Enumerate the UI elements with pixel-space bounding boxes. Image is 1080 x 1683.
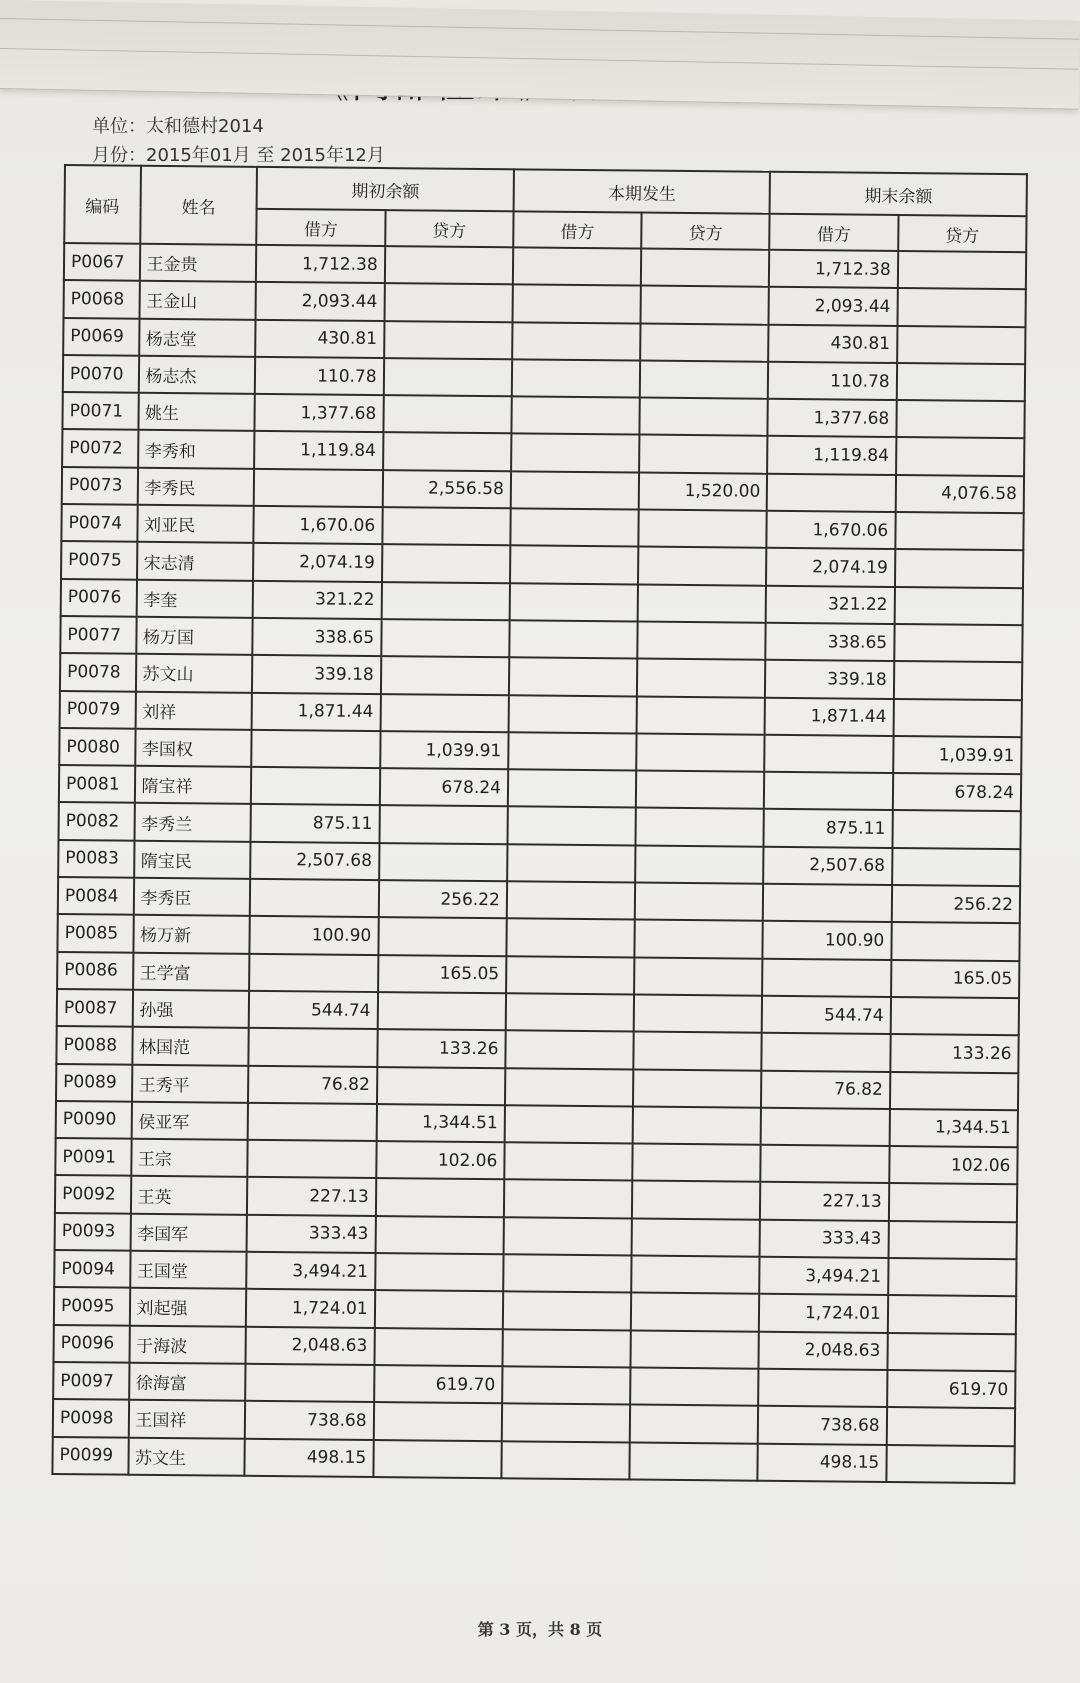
- cell-closing-debit: 1,724.01: [759, 1294, 888, 1333]
- cell-code: P0068: [64, 280, 140, 318]
- balance-table: [51, 164, 1028, 1484]
- cell-current-debit: [506, 919, 635, 958]
- header-closing-debit: 借方: [770, 214, 899, 251]
- cell-name: 李秀和: [138, 430, 255, 468]
- cell-closing-credit: [896, 400, 1025, 439]
- cell-opening-credit: 165.05: [378, 955, 507, 994]
- cell-name: 宋志清: [137, 542, 254, 580]
- header-opening-credit: 贷方: [385, 210, 514, 247]
- cell-opening-credit: [373, 1440, 502, 1479]
- cell-opening-credit: [383, 433, 512, 472]
- cell-closing-credit: [890, 1072, 1019, 1111]
- table-body: [52, 243, 1026, 1483]
- cell-closing-debit: [761, 1145, 890, 1184]
- header-closing: 期末余额: [770, 172, 1027, 216]
- cell-opening-debit: 1,377.68: [255, 394, 384, 433]
- cell-opening-credit: [373, 1402, 502, 1441]
- cell-opening-debit: 76.82: [248, 1065, 377, 1104]
- cell-name: 王金山: [139, 281, 256, 319]
- cell-opening-debit: [248, 1103, 377, 1142]
- cell-closing-credit: 256.22: [891, 885, 1020, 924]
- cell-current-debit: [509, 658, 638, 697]
- cell-current-credit: [636, 771, 765, 810]
- cell-name: 苏文山: [135, 654, 252, 692]
- cell-closing-debit: [762, 1033, 891, 1072]
- cell-closing-debit: 76.82: [761, 1070, 890, 1109]
- cell-current-credit: [631, 1293, 760, 1332]
- cell-name: 王国祥: [128, 1400, 245, 1438]
- cell-name: 隋宝祥: [134, 766, 251, 804]
- cell-opening-debit: 1,871.44: [252, 692, 381, 731]
- cell-name: 杨志杰: [138, 356, 255, 394]
- cell-current-debit: [502, 1329, 631, 1368]
- cell-code: P0098: [53, 1399, 129, 1437]
- cell-name: 杨万国: [136, 617, 253, 655]
- cell-current-debit: [503, 1217, 632, 1256]
- cell-closing-credit: [897, 326, 1026, 365]
- cell-current-debit: [511, 434, 640, 473]
- cell-code: P0097: [53, 1362, 129, 1400]
- cell-opening-debit: 1,670.06: [254, 506, 383, 545]
- cell-current-credit: [630, 1442, 759, 1481]
- cell-name: 杨志堂: [139, 318, 256, 356]
- cell-current-debit: [503, 1292, 632, 1331]
- cell-closing-debit: 1,670.06: [767, 511, 896, 550]
- cell-name: 王秀平: [132, 1064, 249, 1102]
- cell-closing-debit: 1,119.84: [767, 436, 896, 475]
- cell-current-debit: [512, 359, 641, 398]
- cell-current-debit: [506, 956, 635, 995]
- cell-current-credit: [636, 733, 765, 772]
- cell-name: 于海波: [129, 1325, 246, 1363]
- cell-closing-debit: 498.15: [758, 1443, 887, 1482]
- cell-closing-credit: [891, 922, 1020, 961]
- cell-current-debit: [507, 807, 636, 846]
- cell-name: 李国军: [130, 1213, 247, 1251]
- cell-opening-credit: [382, 507, 511, 546]
- cell-code: P0067: [64, 243, 140, 281]
- cell-closing-debit: 110.78: [768, 362, 897, 401]
- cell-current-credit: [630, 1367, 759, 1406]
- cell-opening-debit: 2,074.19: [253, 543, 382, 582]
- cell-code: P0079: [60, 691, 136, 729]
- cell-code: P0074: [61, 504, 137, 542]
- cell-name: 李秀兰: [134, 803, 251, 841]
- cell-current-credit: [633, 1106, 762, 1145]
- cell-name: 李奎: [136, 579, 253, 617]
- cell-current-debit: [504, 1142, 633, 1181]
- unit-label: 单位：: [92, 116, 146, 137]
- cell-current-credit: [638, 547, 767, 586]
- cell-closing-debit: 3,494.21: [760, 1257, 889, 1296]
- cell-opening-credit: [384, 321, 513, 360]
- month-line: [92, 141, 385, 167]
- cell-opening-credit: [382, 544, 511, 583]
- cell-closing-debit: 227.13: [760, 1182, 889, 1221]
- cell-closing-credit: 1,344.51: [889, 1109, 1018, 1148]
- cell-closing-debit: 2,093.44: [769, 287, 898, 326]
- cell-name: 王金贵: [139, 244, 256, 282]
- cell-current-debit: [507, 844, 636, 883]
- cell-closing-credit: 133.26: [890, 1034, 1019, 1073]
- cell-opening-credit: 1,344.51: [376, 1104, 505, 1143]
- cell-name: 王宗: [131, 1139, 248, 1177]
- cell-closing-debit: [762, 958, 891, 997]
- cell-closing-debit: 875.11: [764, 809, 893, 848]
- cell-name: 李国权: [135, 729, 252, 767]
- cell-code: P0075: [61, 541, 137, 579]
- cell-closing-debit: 1,377.68: [768, 399, 897, 438]
- cell-closing-credit: 678.24: [893, 773, 1022, 812]
- cell-current-credit: [639, 435, 768, 474]
- cell-opening-credit: [381, 656, 510, 695]
- cell-opening-credit: [378, 917, 507, 956]
- cell-closing-debit: [767, 474, 896, 513]
- cell-opening-credit: 133.26: [377, 1029, 506, 1068]
- header-name: 姓名: [140, 166, 258, 245]
- cell-closing-debit: 2,074.19: [766, 548, 895, 587]
- cell-code: P0093: [55, 1213, 131, 1251]
- cell-current-debit: [507, 881, 636, 920]
- cell-current-credit: 1,520.00: [639, 472, 768, 511]
- cell-closing-debit: 1,871.44: [765, 697, 894, 736]
- cell-opening-credit: [381, 582, 510, 621]
- cell-closing-debit: 2,048.63: [759, 1331, 888, 1370]
- cell-current-credit: [634, 1032, 763, 1071]
- cell-name: 侯亚军: [131, 1102, 248, 1140]
- month-value: 2015年01月 至 2015年12月: [146, 145, 385, 166]
- cell-opening-debit: 2,093.44: [256, 282, 385, 321]
- cell-opening-credit: [381, 619, 510, 658]
- cell-code: P0072: [62, 429, 138, 467]
- cell-name: 王学富: [133, 952, 250, 990]
- header-current-debit: 借方: [513, 211, 642, 248]
- unit-value: 太和德村2014: [146, 116, 264, 137]
- cell-closing-debit: 333.43: [760, 1219, 889, 1258]
- cell-closing-credit: 619.70: [887, 1370, 1016, 1409]
- cell-code: P0099: [52, 1436, 128, 1474]
- cell-closing-credit: [897, 288, 1026, 327]
- cell-name: 李秀民: [137, 468, 254, 506]
- cell-code: P0094: [54, 1250, 130, 1288]
- cell-opening-debit: [246, 1364, 375, 1403]
- cell-current-debit: [513, 247, 642, 286]
- cell-code: P0090: [56, 1101, 132, 1139]
- cell-closing-debit: [765, 735, 894, 774]
- cell-opening-credit: [376, 1178, 505, 1217]
- cell-closing-debit: [759, 1369, 888, 1408]
- cell-current-debit: [506, 993, 635, 1032]
- cell-closing-debit: 338.65: [766, 623, 895, 662]
- cell-current-credit: [640, 398, 769, 437]
- cell-opening-credit: 619.70: [374, 1365, 503, 1404]
- cell-current-debit: [505, 1105, 634, 1144]
- cell-opening-credit: 678.24: [379, 768, 508, 807]
- cell-closing-credit: [886, 1407, 1015, 1446]
- cell-closing-debit: 738.68: [758, 1406, 887, 1445]
- cell-code: P0084: [58, 877, 134, 915]
- cell-opening-debit: 430.81: [256, 319, 385, 358]
- cell-closing-credit: [888, 1295, 1017, 1334]
- cell-current-credit: [637, 696, 766, 735]
- cell-opening-debit: [249, 953, 378, 992]
- cell-opening-debit: 738.68: [245, 1401, 374, 1440]
- cell-current-debit: [505, 1031, 634, 1070]
- cell-current-debit: [511, 471, 640, 510]
- cell-current-credit: [640, 360, 769, 399]
- cell-name: 徐海富: [129, 1363, 246, 1401]
- cell-code: P0080: [59, 728, 135, 766]
- cell-current-debit: [511, 396, 640, 435]
- cell-current-debit: [502, 1403, 631, 1442]
- cell-name: 苏文生: [128, 1437, 245, 1475]
- cell-name: 刘亚民: [137, 505, 254, 543]
- cell-current-credit: [640, 323, 769, 362]
- cell-opening-debit: 227.13: [247, 1177, 376, 1216]
- cell-code: P0070: [63, 355, 139, 393]
- cell-closing-credit: [886, 1444, 1015, 1483]
- cell-current-credit: [635, 883, 764, 922]
- cell-code: P0083: [58, 840, 134, 878]
- cell-current-debit: [508, 732, 637, 771]
- cell-closing-debit: [763, 884, 892, 923]
- cell-closing-credit: [896, 363, 1025, 402]
- cell-code: P0089: [56, 1063, 132, 1101]
- cell-name: 隋宝民: [134, 840, 251, 878]
- cell-current-debit: [510, 583, 639, 622]
- cell-current-debit: [502, 1366, 631, 1405]
- cell-closing-credit: 1,039.91: [893, 736, 1022, 775]
- header-current-credit: 贷方: [641, 213, 770, 250]
- cell-code: P0078: [60, 653, 136, 691]
- cell-closing-debit: [764, 772, 893, 811]
- header-row-1: [65, 165, 1027, 216]
- cell-current-credit: [630, 1405, 759, 1444]
- cell-current-debit: [503, 1254, 632, 1293]
- cell-closing-debit: [761, 1108, 890, 1147]
- cell-code: P0071: [62, 392, 138, 430]
- cell-current-credit: [635, 845, 764, 884]
- cell-closing-debit: 100.90: [763, 921, 892, 960]
- cell-name: 孙强: [132, 990, 249, 1028]
- cell-closing-credit: [889, 1183, 1018, 1222]
- cell-closing-credit: [894, 587, 1023, 626]
- cell-closing-credit: 102.06: [889, 1146, 1018, 1185]
- cell-opening-debit: 339.18: [252, 655, 381, 694]
- cell-closing-credit: [888, 1221, 1017, 1260]
- header-opening: 期初余额: [257, 167, 514, 211]
- cell-current-credit: [638, 584, 767, 623]
- cell-closing-credit: [893, 699, 1022, 738]
- cell-code: P0091: [55, 1138, 131, 1176]
- cell-code: P0088: [56, 1026, 132, 1064]
- cell-opening-credit: [383, 395, 512, 434]
- cell-current-debit: [505, 1068, 634, 1107]
- cell-closing-debit: 430.81: [769, 324, 898, 363]
- cell-opening-debit: 1,119.84: [254, 431, 383, 470]
- cell-current-debit: [509, 620, 638, 659]
- table-row: [52, 1436, 1014, 1483]
- cell-current-credit: [633, 1069, 762, 1108]
- cell-current-credit: [631, 1256, 760, 1295]
- cell-closing-credit: 165.05: [891, 960, 1020, 999]
- cell-opening-credit: [377, 992, 506, 1031]
- cell-current-debit: [512, 285, 641, 324]
- cell-current-debit: [501, 1441, 630, 1480]
- cell-opening-debit: [250, 879, 379, 918]
- cell-opening-debit: [249, 1028, 378, 1067]
- header-code: 编码: [64, 165, 140, 244]
- cell-opening-credit: [383, 358, 512, 397]
- cell-code: P0082: [59, 802, 135, 840]
- cell-opening-credit: 2,556.58: [382, 470, 511, 509]
- cell-opening-debit: 1,712.38: [256, 245, 385, 284]
- cell-opening-debit: 338.65: [253, 618, 382, 657]
- cell-opening-debit: 875.11: [251, 804, 380, 843]
- cell-current-credit: [641, 286, 770, 325]
- cell-current-debit: [508, 769, 637, 808]
- cell-current-debit: [510, 546, 639, 585]
- cell-current-credit: [636, 808, 765, 847]
- cell-current-credit: [631, 1330, 760, 1369]
- cell-opening-credit: 1,039.91: [380, 731, 509, 770]
- cell-current-credit: [632, 1181, 761, 1220]
- cell-name: 王英: [130, 1176, 247, 1214]
- cell-code: P0069: [63, 318, 139, 356]
- cell-current-debit: [512, 322, 641, 361]
- page-footer: 第 3 页，共 8 页: [477, 1620, 603, 1639]
- cell-closing-credit: [892, 848, 1021, 887]
- cell-code: P0087: [57, 989, 133, 1027]
- cell-closing-credit: [895, 512, 1024, 551]
- cell-name: 林国范: [132, 1027, 249, 1065]
- cell-closing-credit: [894, 624, 1023, 663]
- cell-opening-debit: [252, 730, 381, 769]
- cell-opening-debit: 498.15: [245, 1438, 374, 1477]
- cell-closing-credit: 4,076.58: [895, 475, 1024, 514]
- cell-code: P0081: [59, 765, 135, 803]
- cell-opening-credit: [384, 283, 513, 322]
- cell-opening-credit: [380, 694, 509, 733]
- cell-closing-debit: 321.22: [766, 585, 895, 624]
- cell-name: 王国堂: [130, 1251, 247, 1289]
- cell-closing-credit: [888, 1258, 1017, 1297]
- cell-closing-debit: 544.74: [762, 996, 891, 1035]
- header-current: 本期发生: [513, 169, 770, 213]
- unit-line: [92, 112, 264, 138]
- header-closing-credit: 贷方: [898, 215, 1027, 252]
- cell-name: 刘祥: [135, 691, 252, 729]
- cell-name: 杨万新: [133, 915, 250, 953]
- cell-opening-debit: [254, 469, 383, 508]
- cell-current-credit: [639, 510, 768, 549]
- cell-opening-debit: 321.22: [253, 581, 382, 620]
- cell-opening-credit: [385, 246, 514, 285]
- cell-code: P0073: [62, 467, 138, 505]
- cell-opening-debit: 1,724.01: [246, 1289, 375, 1328]
- cell-opening-debit: 333.43: [247, 1215, 376, 1254]
- cell-code: P0096: [54, 1325, 130, 1363]
- cell-current-credit: [635, 920, 764, 959]
- cell-closing-credit: [896, 437, 1025, 476]
- cell-code: P0086: [57, 952, 133, 990]
- cell-closing-credit: [895, 549, 1024, 588]
- cell-current-credit: [637, 621, 766, 660]
- cell-opening-credit: [379, 806, 508, 845]
- cell-opening-debit: 544.74: [249, 991, 378, 1030]
- cell-code: P0077: [60, 616, 136, 654]
- cell-current-debit: [508, 695, 637, 734]
- cell-opening-debit: 2,048.63: [246, 1326, 375, 1365]
- month-label: 月份：: [92, 145, 146, 166]
- cell-opening-credit: [375, 1216, 504, 1255]
- cell-code: P0076: [61, 579, 137, 617]
- cell-current-debit: [504, 1180, 633, 1219]
- cell-current-debit: [510, 508, 639, 547]
- cell-current-credit: [637, 659, 766, 698]
- cell-closing-credit: [898, 251, 1027, 290]
- cell-opening-credit: [375, 1253, 504, 1292]
- cell-opening-debit: 100.90: [250, 916, 379, 955]
- cell-current-credit: [634, 957, 763, 996]
- cell-current-credit: [632, 1218, 761, 1257]
- cell-opening-credit: [374, 1290, 503, 1329]
- cell-current-credit: [641, 249, 770, 288]
- cell-current-credit: [634, 994, 763, 1033]
- cell-code: P0092: [55, 1175, 131, 1213]
- cell-name: 姚生: [138, 393, 255, 431]
- cell-opening-debit: 3,494.21: [247, 1252, 376, 1291]
- cell-closing-credit: [894, 661, 1023, 700]
- cell-opening-debit: [248, 1140, 377, 1179]
- cell-opening-credit: 256.22: [378, 880, 507, 919]
- cell-closing-debit: 2,507.68: [764, 847, 893, 886]
- cell-opening-credit: [377, 1067, 506, 1106]
- cell-code: P0095: [54, 1287, 130, 1325]
- cell-opening-debit: 2,507.68: [251, 842, 380, 881]
- cell-opening-debit: 110.78: [255, 357, 384, 396]
- cell-closing-credit: [892, 810, 1021, 849]
- cell-closing-credit: [890, 997, 1019, 1036]
- cell-code: P0085: [57, 914, 133, 952]
- cell-opening-debit: [251, 767, 380, 806]
- cell-opening-credit: [374, 1328, 503, 1367]
- cell-opening-credit: 102.06: [376, 1141, 505, 1180]
- cell-closing-credit: [887, 1333, 1016, 1372]
- header-opening-debit: 借方: [257, 209, 386, 246]
- cell-current-credit: [632, 1144, 761, 1183]
- cell-name: 刘起强: [129, 1288, 246, 1326]
- cell-closing-debit: 1,712.38: [769, 250, 898, 289]
- cell-name: 李秀臣: [133, 878, 250, 916]
- cell-closing-debit: 339.18: [765, 660, 894, 699]
- cell-opening-credit: [379, 843, 508, 882]
